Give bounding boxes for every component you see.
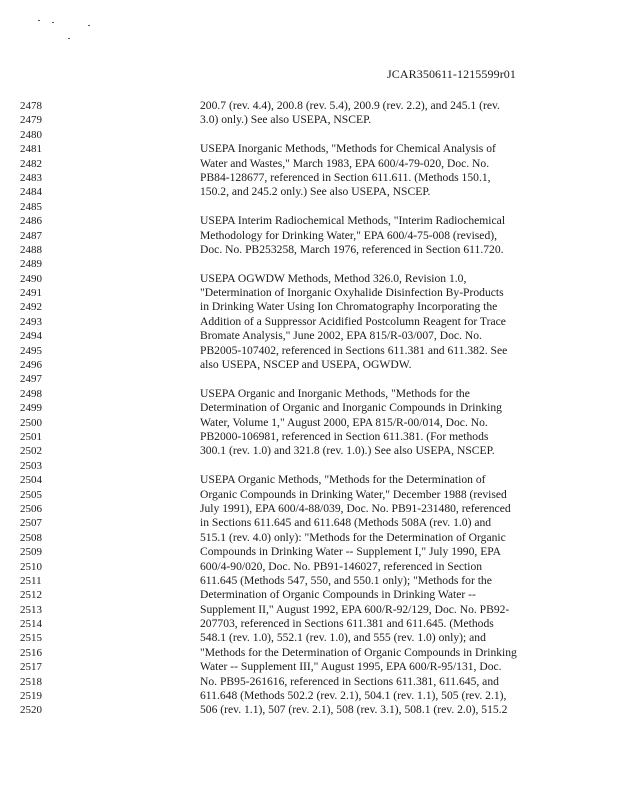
line-number: 2505 [20,488,42,501]
text-line: 611.648 (Methods 502.2 (rev. 2.1), 504.1 (rev. 1.1), 505 (rev. 2.1), [200,689,507,703]
line-number: 2515 [20,632,42,645]
line-number: 2486 [20,215,42,228]
line-number: 2484 [20,186,42,199]
text-line: Determination of Organic and Inorganic Compounds in Drinking [200,401,502,415]
scan-speck [38,20,40,21]
text-line: 600/4-90/020, Doc. No. PB91-146027, referenced in Section [200,559,483,573]
line-number: 2501 [20,430,42,443]
text-line: in Drinking Water Using Ion Chromatography Incorporating the [200,300,498,314]
text-line [200,372,560,386]
line-number: 2504 [20,474,42,487]
line-number: 2498 [20,387,42,400]
text-line: PB84-128677, referenced in Section 611.611. (Methods 150.1, [200,170,491,184]
text-line: Organic Compounds in Drinking Water," December 1988 (revised [200,487,507,501]
text-line: 506 (rev. 1.1), 507 (rev. 2.1), 508 (rev. 3.1), 508.1 (rev. 2.0), 515.2 [200,703,508,717]
text-line: Water, Volume 1," August 2000, EPA 815/R-00/014, Doc. No. [200,415,488,429]
text-line: Water and Wastes," March 1983, EPA 600/4-79-020, Doc. No. [200,156,490,170]
line-number: 2507 [20,517,42,530]
text-line: PB2005-107402, referenced in Sections 611.381 and 611.382. See [200,343,508,357]
document-code: JCAR350611-1215599r01 [387,67,516,81]
text-line: 207703, referenced in Sections 611.381 and 611.645. (Methods [200,617,494,631]
line-number: 2483 [20,171,42,184]
line-number: 2517 [20,661,42,674]
scan-speck [52,22,54,23]
line-number: 2508 [20,531,42,544]
text-line [200,200,560,214]
text-line: USEPA Inorganic Methods, "Methods for Chemical Analysis of [200,142,496,156]
line-number: 2514 [20,618,42,631]
text-line: No. PB95-261616, referenced in Sections 611.381, 611.645, and [200,674,499,688]
text-line: USEPA OGWDW Methods, Method 326.0, Revision 1.0, [200,271,467,285]
line-number: 2487 [20,229,42,242]
text-line: USEPA Organic and Inorganic Methods, "Methods for the [200,386,470,400]
text-line: 515.1 (rev. 4.0) only): "Methods for the Determination of Organic [200,530,506,544]
text-line: in Sections 611.645 and 611.648 (Methods 508A (rev. 1.0) and [200,516,492,530]
line-number: 2492 [20,301,42,314]
line-number: 2490 [20,272,42,285]
line-number: 2495 [20,344,42,357]
text-line: 200.7 (rev. 4.4), 200.8 (rev. 5.4), 200.9 (rev. 2.2), and 245.1 (rev. [200,99,500,112]
line-number: 2503 [20,459,42,472]
line-number: 2500 [20,416,42,429]
text-line: Bromate Analysis," June 2002, EPA 815/R-03/007, Doc. No. [200,329,482,343]
line-number: 2518 [20,675,42,688]
text-line: July 1991), EPA 600/4-88/039, Doc. No. PB91-231480, referenced [200,501,511,515]
line-number: 2509 [20,546,42,559]
line-number: 2491 [20,287,42,300]
text-line: Water -- Supplement III," August 1995, EPA 600/R-95/131, Doc. [200,660,502,674]
text-line: 300.1 (rev. 1.0) and 321.8 (rev. 1.0).) See also USEPA, NSCEP. [200,444,495,458]
line-number: 2478 [20,100,42,112]
text-line: Supplement II," August 1992, EPA 600/R-92/129, Doc. No. PB92- [200,602,510,616]
text-line: USEPA Interim Radiochemical Methods, "Interim Radiochemical [200,214,506,228]
text-line: Determination of Organic Compounds in Drinking Water -- [200,588,476,602]
line-number: 2512 [20,589,42,602]
line-number: 2506 [20,502,42,515]
line-number: 2513 [20,603,42,616]
line-number: 2479 [20,114,42,127]
text-line: 548.1 (rev. 1.0), 552.1 (rev. 1.0), and 555 (rev. 1.0) only); and [200,631,486,645]
line-number: 2519 [20,690,42,703]
line-number: 2489 [20,258,42,271]
text-line: Methodology for Drinking Water," EPA 600/4-75-008 (revised), [200,228,498,242]
document-body [200,99,560,718]
line-number: 2510 [20,560,42,573]
text-line: Compounds in Drinking Water -- Supplement I," July 1990, EPA [200,545,502,559]
text-line [200,128,560,142]
text-line: also USEPA, NSCEP and USEPA, OGWDW. [200,358,412,372]
line-number: 2488 [20,243,42,256]
line-number: 2520 [20,704,42,717]
text-line: Doc. No. PB253258, March 1976, referenced in Section 611.720. [200,242,504,256]
line-number: 2516 [20,646,42,659]
text-line: 150.2, and 245.2 only.) See also USEPA, NSCEP. [200,185,431,199]
line-number: 2496 [20,359,42,372]
line-number: 2485 [20,200,42,213]
text-line [200,257,560,271]
text-line: "Determination of Inorganic Oxyhalide Disinfection By-Products [200,286,504,300]
line-number: 2502 [20,445,42,458]
text-line: Addition of a Suppressor Acidified Postcolumn Reagent for Trace [200,314,506,328]
line-number: 2499 [20,402,42,415]
text-line: 3.0) only.) See also USEPA, NSCEP. [200,113,372,127]
line-number: 2482 [20,157,42,170]
text-line: 611.645 (Methods 547, 550, and 550.1 only); "Methods for the [200,573,492,587]
text-line: PB2000-106981, referenced in Section 611.381. (For methods [200,429,489,443]
text-line [200,459,560,473]
text-line: "Methods for the Determination of Organic Compounds in Drinking [200,645,517,659]
line-number: 2493 [20,315,42,328]
line-number: 2497 [20,373,42,386]
line-number: 2511 [20,574,42,587]
line-number: 2494 [20,330,42,343]
text-line: USEPA Organic Methods, "Methods for the Determination of [200,473,486,487]
scan-speck [68,38,70,39]
scan-speck [88,25,90,26]
line-number-column [20,99,60,718]
line-number: 2481 [20,143,42,156]
line-number: 2480 [20,128,42,141]
